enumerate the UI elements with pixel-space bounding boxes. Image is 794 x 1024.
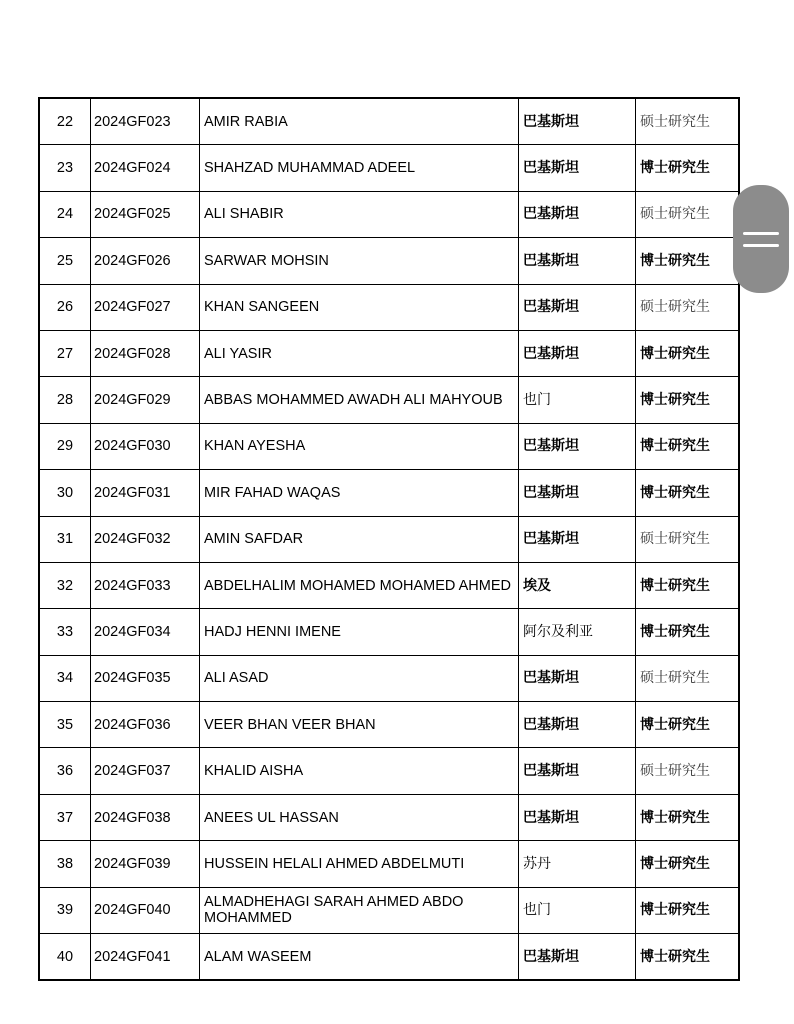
student-name: MIR FAHAD WAQAS: [200, 470, 519, 516]
degree-level: 博士研究生: [636, 934, 740, 981]
row-number: 40: [39, 934, 91, 981]
degree-level: 博士研究生: [636, 238, 740, 284]
student-name: SARWAR MOHSIN: [200, 238, 519, 284]
country: 巴基斯坦: [519, 470, 636, 516]
row-number: 26: [39, 284, 91, 330]
country: 也门: [519, 887, 636, 933]
student-id: 2024GF036: [91, 702, 200, 748]
table-row: [39, 145, 739, 191]
table-row: [39, 516, 739, 562]
degree-level: 博士研究生: [636, 562, 740, 608]
scholarship-list-table-wrapper: [38, 97, 740, 981]
student-id: 2024GF024: [91, 145, 200, 191]
table-row: [39, 423, 739, 469]
student-name: ANEES UL HASSAN: [200, 794, 519, 840]
row-number: 23: [39, 145, 91, 191]
country: 巴基斯坦: [519, 98, 636, 145]
row-number: 37: [39, 794, 91, 840]
table-body: [39, 98, 739, 980]
country: 巴基斯坦: [519, 145, 636, 191]
student-id: 2024GF025: [91, 191, 200, 237]
side-menu-handle[interactable]: [733, 185, 789, 293]
table-row: [39, 609, 739, 655]
degree-level: 硕士研究生: [636, 98, 740, 145]
table-row: [39, 284, 739, 330]
table-row: [39, 191, 739, 237]
student-id: 2024GF040: [91, 887, 200, 933]
table-row: [39, 702, 739, 748]
country: 苏丹: [519, 841, 636, 887]
table-row: [39, 748, 739, 794]
table-row: [39, 377, 739, 423]
degree-level: 博士研究生: [636, 470, 740, 516]
student-name: ALAM WASEEM: [200, 934, 519, 981]
table-row: [39, 841, 739, 887]
table-row: [39, 470, 739, 516]
row-number: 33: [39, 609, 91, 655]
country: 埃及: [519, 562, 636, 608]
country: 巴基斯坦: [519, 238, 636, 284]
degree-level: 硕士研究生: [636, 191, 740, 237]
row-number: 38: [39, 841, 91, 887]
student-name: HADJ HENNI IMENE: [200, 609, 519, 655]
degree-level: 硕士研究生: [636, 748, 740, 794]
student-name: AMIR RABIA: [200, 98, 519, 145]
row-number: 39: [39, 887, 91, 933]
country: 巴基斯坦: [519, 191, 636, 237]
country: 巴基斯坦: [519, 748, 636, 794]
degree-level: 硕士研究生: [636, 516, 740, 562]
menu-lines-icon: [743, 232, 779, 235]
degree-level: 博士研究生: [636, 330, 740, 376]
degree-level: 硕士研究生: [636, 284, 740, 330]
country: 巴基斯坦: [519, 284, 636, 330]
student-id: 2024GF027: [91, 284, 200, 330]
country: 巴基斯坦: [519, 794, 636, 840]
student-name: ABBAS MOHAMMED AWADH ALI MAHYOUB: [200, 377, 519, 423]
student-id: 2024GF033: [91, 562, 200, 608]
table-row: [39, 655, 739, 701]
student-id: 2024GF030: [91, 423, 200, 469]
student-name: VEER BHAN VEER BHAN: [200, 702, 519, 748]
student-id: 2024GF023: [91, 98, 200, 145]
table-row: [39, 330, 739, 376]
student-name: AMIN SAFDAR: [200, 516, 519, 562]
student-id: 2024GF038: [91, 794, 200, 840]
student-id: 2024GF028: [91, 330, 200, 376]
country: 巴基斯坦: [519, 423, 636, 469]
table-row: [39, 98, 739, 145]
row-number: 25: [39, 238, 91, 284]
student-name: ALMADHEHAGI SARAH AHMED ABDO MOHAMMED: [200, 887, 519, 933]
student-name: HUSSEIN HELALI AHMED ABDELMUTI: [200, 841, 519, 887]
country: 巴基斯坦: [519, 934, 636, 981]
student-name: KHAN AYESHA: [200, 423, 519, 469]
student-id: 2024GF037: [91, 748, 200, 794]
row-number: 29: [39, 423, 91, 469]
student-name: ABDELHALIM MOHAMED MOHAMED AHMED: [200, 562, 519, 608]
country: 巴基斯坦: [519, 655, 636, 701]
degree-level: 博士研究生: [636, 145, 740, 191]
degree-level: 博士研究生: [636, 702, 740, 748]
student-name: ALI YASIR: [200, 330, 519, 376]
table-row: [39, 934, 739, 981]
row-number: 34: [39, 655, 91, 701]
degree-level: 博士研究生: [636, 377, 740, 423]
country: 也门: [519, 377, 636, 423]
degree-level: 硕士研究生: [636, 655, 740, 701]
row-number: 30: [39, 470, 91, 516]
country: 巴基斯坦: [519, 702, 636, 748]
row-number: 32: [39, 562, 91, 608]
country: 阿尔及利亚: [519, 609, 636, 655]
scholarship-list-table: [38, 97, 740, 981]
degree-level: 博士研究生: [636, 841, 740, 887]
student-id: 2024GF031: [91, 470, 200, 516]
degree-level: 博士研究生: [636, 609, 740, 655]
country: 巴基斯坦: [519, 330, 636, 376]
country: 巴基斯坦: [519, 516, 636, 562]
table-row: [39, 562, 739, 608]
table-row: [39, 794, 739, 840]
degree-level: 博士研究生: [636, 423, 740, 469]
student-id: 2024GF032: [91, 516, 200, 562]
row-number: 36: [39, 748, 91, 794]
row-number: 27: [39, 330, 91, 376]
student-name: SHAHZAD MUHAMMAD ADEEL: [200, 145, 519, 191]
student-name: KHALID AISHA: [200, 748, 519, 794]
student-id: 2024GF035: [91, 655, 200, 701]
menu-lines-icon-bar: [743, 244, 779, 247]
student-id: 2024GF041: [91, 934, 200, 981]
row-number: 28: [39, 377, 91, 423]
table-row: [39, 887, 739, 933]
degree-level: 博士研究生: [636, 794, 740, 840]
student-id: 2024GF034: [91, 609, 200, 655]
student-id: 2024GF039: [91, 841, 200, 887]
student-name: ALI SHABIR: [200, 191, 519, 237]
table-row: [39, 238, 739, 284]
student-name: KHAN SANGEEN: [200, 284, 519, 330]
row-number: 24: [39, 191, 91, 237]
row-number: 31: [39, 516, 91, 562]
student-name: ALI ASAD: [200, 655, 519, 701]
row-number: 35: [39, 702, 91, 748]
student-id: 2024GF029: [91, 377, 200, 423]
row-number: 22: [39, 98, 91, 145]
student-id: 2024GF026: [91, 238, 200, 284]
degree-level: 博士研究生: [636, 887, 740, 933]
